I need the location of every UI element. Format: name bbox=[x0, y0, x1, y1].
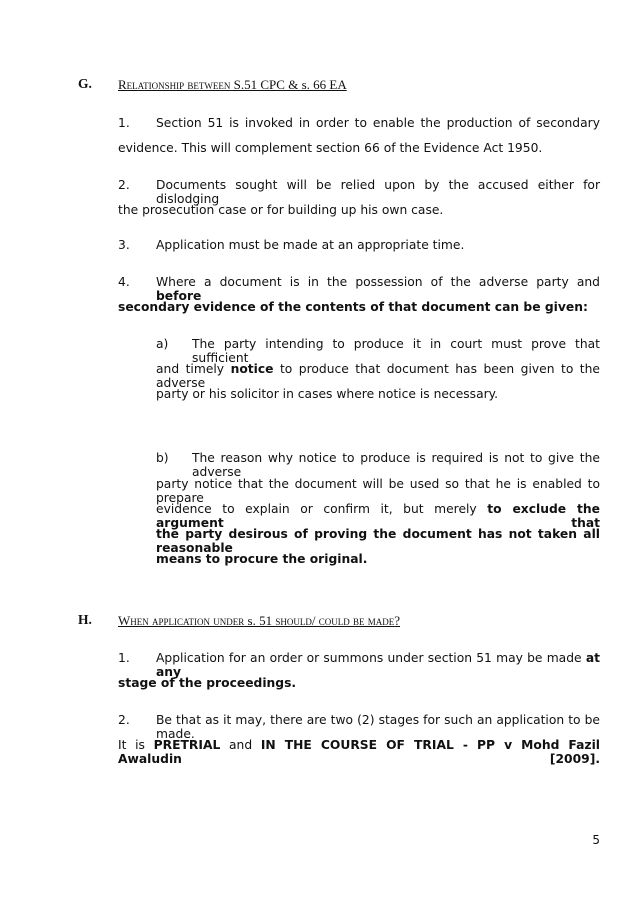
section-g-title-smallcaps: Relationship between bbox=[118, 77, 231, 92]
g4a-line2-b: to produce that document has been given to the adverse bbox=[156, 362, 600, 390]
g3-line1: Application must be made at an appropriate time. bbox=[156, 238, 465, 252]
section-h-title-mid: s. 51 bbox=[244, 613, 276, 628]
section-h-title-smallcaps: When application under bbox=[118, 613, 245, 628]
h2-line2-bold2: IN THE COURSE OF TRIAL - PP v Mohd Fazil Awaludin [2009]. bbox=[118, 738, 601, 766]
g4a-line1: The party intending to produce it in court must prove that sufficient bbox=[192, 337, 600, 365]
h2-line2 bbox=[118, 738, 600, 766]
g4-line1-bold: before bbox=[156, 289, 202, 303]
h1-line2 bbox=[118, 676, 296, 690]
h2-line1: Be that as it may, there are two (2) stages for such an application to be made. bbox=[156, 713, 600, 741]
g3-number: 3. bbox=[118, 238, 130, 252]
g4-line1-text: Where a document is in the possession of the adverse party and bbox=[156, 275, 600, 289]
g1-number: 1. bbox=[118, 116, 130, 130]
g4b-line2: party notice that the document will be used so that he is enabled to prepare bbox=[156, 477, 600, 505]
h1-line1-text: Application for an order or summons under section 51 may be made bbox=[156, 651, 586, 665]
h2-line2-a: It is bbox=[118, 738, 154, 752]
g4-line1 bbox=[156, 275, 600, 303]
page-number: 5 bbox=[592, 833, 600, 847]
g4a-line3: party or his solicitor in cases where notice is necessary. bbox=[156, 387, 499, 401]
h1-number: 1. bbox=[118, 651, 130, 665]
g4a-line2-a: and timely bbox=[156, 362, 231, 376]
g4b-line1: The reason why notice to produce is required is not to give the adverse bbox=[192, 451, 600, 479]
g4b-line3-bold: to exclude the argument that bbox=[156, 502, 600, 530]
g4a-line2 bbox=[156, 362, 600, 390]
g4-line2-bold: secondary evidence of the contents of that document can be given: bbox=[118, 300, 588, 314]
section-h-letter: H. bbox=[78, 612, 92, 627]
h1-line1 bbox=[156, 651, 600, 679]
section-g-title bbox=[118, 77, 347, 93]
g4b-line5 bbox=[156, 552, 367, 566]
g4-line2 bbox=[118, 300, 588, 314]
h2-line2-bold1: PRETRIAL bbox=[153, 738, 221, 752]
h2-line2-b: and bbox=[220, 738, 261, 752]
section-h-title-smallcaps2: should/ could be made bbox=[275, 613, 395, 628]
section-g-title-rest: S.51 CPC & s. 66 EA bbox=[230, 77, 347, 92]
g4b-line3-a: evidence to explain or confirm it, but merely bbox=[156, 502, 488, 516]
h1-line2-bold: stage of the proceedings. bbox=[118, 676, 297, 690]
g4b-line4-bold: the party desirous of proving the document has not taken all reasonable bbox=[156, 527, 600, 555]
section-g-letter: G. bbox=[78, 76, 92, 91]
g4b-line5-bold: means to procure the original. bbox=[156, 552, 368, 566]
g4b-line3 bbox=[156, 502, 600, 530]
g1-line2: evidence. This will complement section 66 of the Evidence Act 1950. bbox=[118, 141, 543, 155]
g1-line1: Section 51 is invoked in order to enable the production of secondary bbox=[156, 116, 600, 130]
section-h-title bbox=[118, 613, 400, 629]
g4b-label: b) bbox=[156, 451, 169, 465]
g2-line1: Documents sought will be relied upon by the accused either for dislodging bbox=[156, 178, 600, 206]
g2-line2: the prosecution case or for building up his own case. bbox=[118, 203, 444, 217]
section-h-title-end: ? bbox=[394, 613, 400, 628]
g4-number: 4. bbox=[118, 275, 130, 289]
h2-number: 2. bbox=[118, 713, 130, 727]
h1-line1-bold: at any bbox=[156, 651, 600, 679]
g4a-line2-bold: notice bbox=[230, 362, 274, 376]
g4b-line4 bbox=[156, 527, 600, 555]
g2-number: 2. bbox=[118, 178, 130, 192]
g4a-label: a) bbox=[156, 337, 169, 351]
